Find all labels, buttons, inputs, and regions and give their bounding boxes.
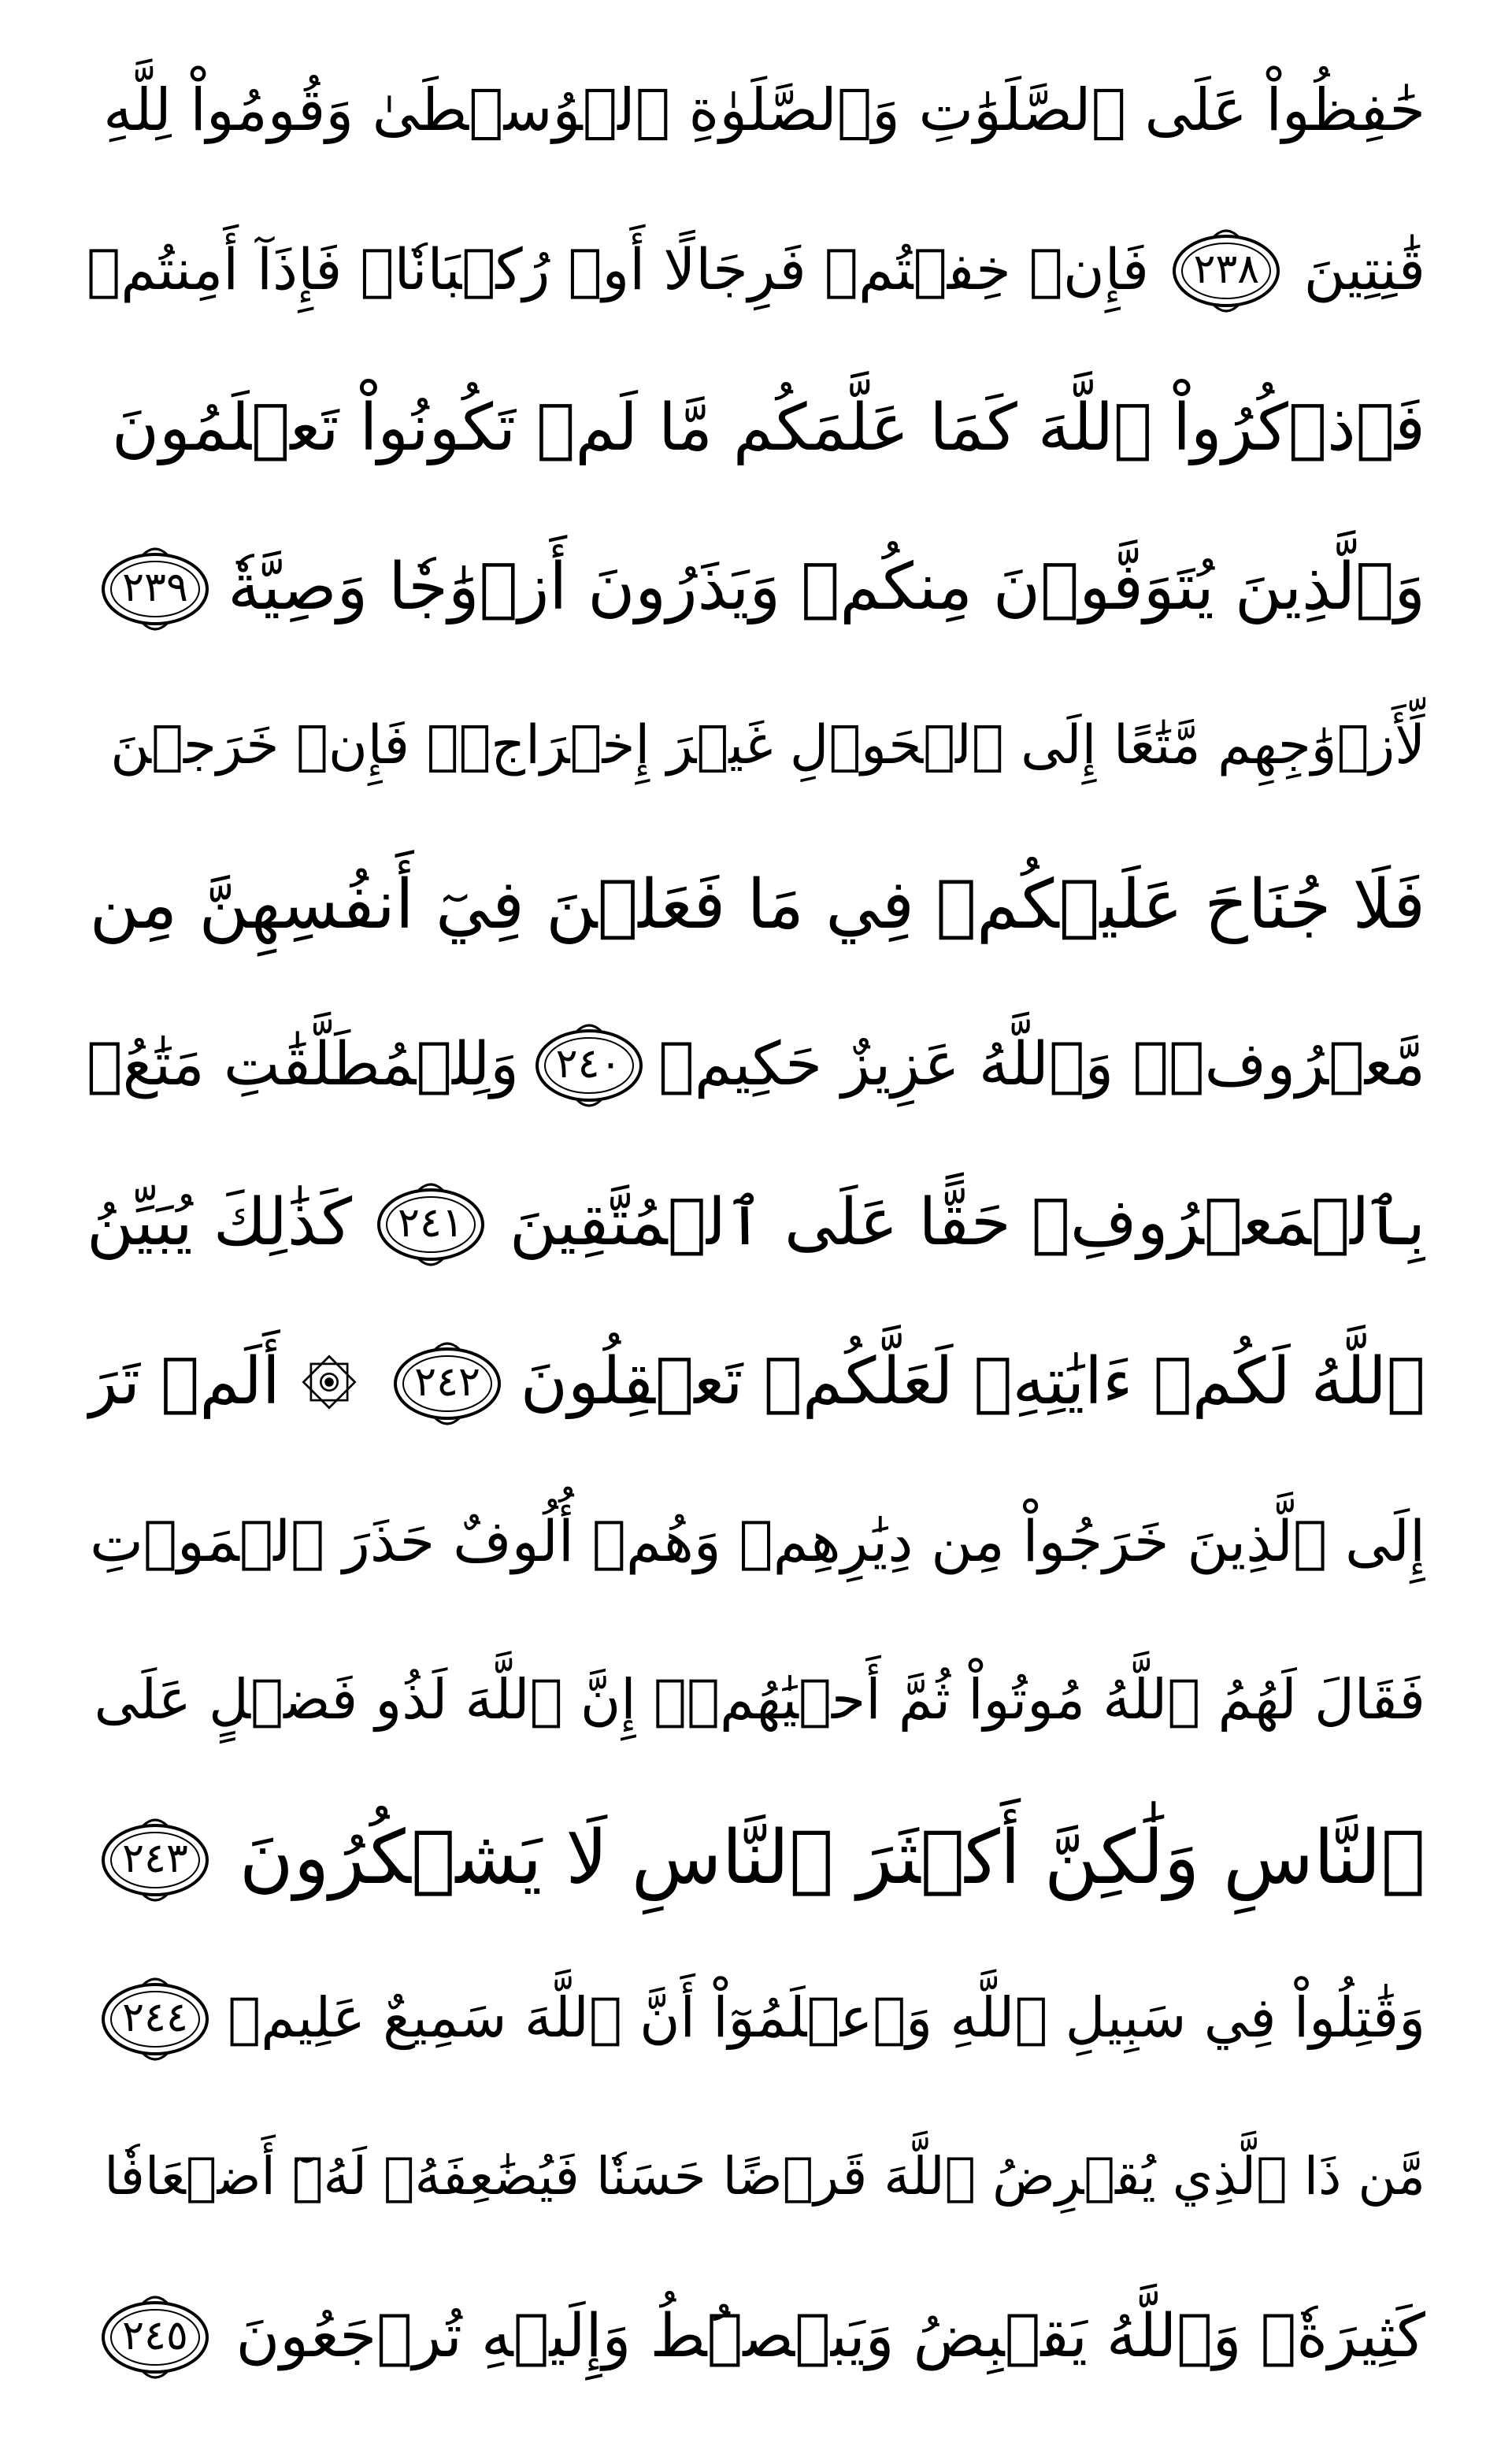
line-text: مَّن ذَا ٱلَّذِي يُقۡرِضُ ٱللَّهَ قَرۡضًا حَسَنٗا فَيُضَٰعِفَهُۥ لَهُۥٓ أَضۡعَافٗا: [104, 2145, 1425, 2207]
line-text: وَٱلَّذِينَ يُتَوَفَّوۡنَ مِنكُمۡ وَيَذَرُونَ أَزۡوَٰجٗا وَصِيَّةٗ: [228, 549, 1425, 624]
text-line: [87, 1144, 1425, 1302]
text-line: [87, 350, 1425, 507]
rub-el-hizb-star-icon: [294, 1347, 365, 1418]
ayah-end-marker-icon: [96, 540, 214, 635]
ayah-end-marker-icon: [372, 1176, 490, 1270]
ayah-number: ٢٤١: [398, 1199, 464, 1247]
line-text: فَقَالَ لَهُمُ ٱللَّهُ مُوتُواْ ثُمَّ أَحۡيَٰهُمۡۚ إِنَّ ٱللَّهَ لَذُو فَضۡلٍ عَلَى: [94, 1667, 1425, 1733]
ayah-number: ٢٤٠: [555, 1040, 622, 1088]
line-text: لِّأَزۡوَٰجِهِم مَّتَٰعًا إِلَى ٱلۡحَوۡلِ غَيۡرَ إِخۡرَاجٖۚ فَإِنۡ خَرَجۡنَ: [110, 714, 1425, 777]
line-text: أَلَمۡ تَرَ: [87, 1343, 280, 1419]
ayah-number: ٢٤٢: [414, 1358, 480, 1406]
line-text: قَٰنِتِينَ: [1303, 235, 1425, 302]
line-text: فَإِنۡ خِفۡتُمۡ فَرِجَالًا أَوۡ رُكۡبَانٗاۖ فَإِذَآ أَمِنتُمۡ: [87, 235, 1150, 302]
ayah-end-marker-icon: [530, 1017, 648, 1111]
ayah-end-marker-icon: [96, 1811, 214, 1906]
ayah-number: ٢٤٥: [122, 2311, 188, 2359]
ayah-end-marker-icon: [1167, 222, 1285, 317]
text-line: [87, 667, 1425, 825]
ayah-number: ٢٣٩: [122, 563, 188, 611]
text-line: [87, 1621, 1425, 1778]
line-text: كَذَٰلِكَ يُبَيِّنُ: [87, 1184, 352, 1260]
line-text: إِلَى ٱلَّذِينَ خَرَجُواْ مِن دِيَٰرِهِمۡ وَهُمۡ أُلُوفٌ حَذَرَ ٱلۡمَوۡتِ: [90, 1507, 1425, 1574]
line-text: كَثِيرَةٗۚ وَٱللَّهُ يَقۡبِضُ وَيَبۡصُۜطُ وَإِلَيۡهِ تُرۡجَعُونَ: [235, 2300, 1425, 2370]
line-text: فَلَا جُنَاحَ عَلَيۡكُمۡ فِي مَا فَعَلۡنَ فِيٓ أَنفُسِهِنَّ مِن: [89, 865, 1425, 945]
line-text: حَٰفِظُواْ عَلَى ٱلصَّلَوَٰتِ وَٱلصَّلَوٰةِ ٱلۡوُسۡطَىٰ وَقُومُواْ لِلَّهِ: [103, 76, 1425, 144]
ayah-end-marker-icon: [96, 1970, 214, 2065]
text-line: [87, 985, 1425, 1143]
ayah-number: ٢٤٤: [122, 1994, 188, 2042]
ayah-number: ٢٤٣: [122, 1835, 188, 1883]
ayah-number: ٢٣٨: [1193, 245, 1260, 293]
text-line: [87, 1780, 1425, 1937]
text-line: [87, 1303, 1425, 1461]
text-line: [87, 32, 1425, 189]
line-text: مَّعۡرُوفٖۗ وَٱللَّهُ عَزِيزٌ حَكِيمٞ: [658, 1028, 1425, 1099]
text-line: [87, 1462, 1425, 1620]
line-text: ٱلنَّاسِ وَلَٰكِنَّ أَكۡثَرَ ٱلنَّاسِ لَا يَشۡكُرُونَ: [239, 1815, 1425, 1902]
text-line: [87, 191, 1425, 348]
line-text: بِٱلۡمَعۡرُوفِۖ حَقًّا عَلَى ٱلۡمُتَّقِينَ: [509, 1184, 1425, 1260]
text-line: [87, 826, 1425, 984]
text-line: [87, 2098, 1425, 2255]
line-text: وَلِلۡمُطَلَّقَٰتِ مَتَٰعُۢ: [87, 1028, 519, 1099]
line-text: ٱللَّهُ لَكُمۡ ءَايَٰتِهِۦ لَعَلَّكُمۡ تَعۡقِلُونَ: [520, 1343, 1425, 1419]
page-lines: [87, 32, 1425, 2414]
ayah-end-marker-icon: [96, 2288, 214, 2383]
text-line: [87, 509, 1425, 666]
text-line: [87, 2257, 1425, 2414]
line-text: فَٱذۡكُرُواْ ٱللَّهَ كَمَا عَلَّمَكُم مَّا لَمۡ تَكُونُواْ تَعۡلَمُونَ: [111, 390, 1425, 465]
line-text: وَقَٰتِلُواْ فِي سَبِيلِ ٱللَّهِ وَٱعۡلَمُوٓاْ أَنَّ ٱللَّهَ سَمِيعٌ عَلِيمٞ: [228, 1985, 1425, 2051]
ayah-end-marker-icon: [388, 1335, 506, 1429]
text-line: [87, 1939, 1425, 2096]
